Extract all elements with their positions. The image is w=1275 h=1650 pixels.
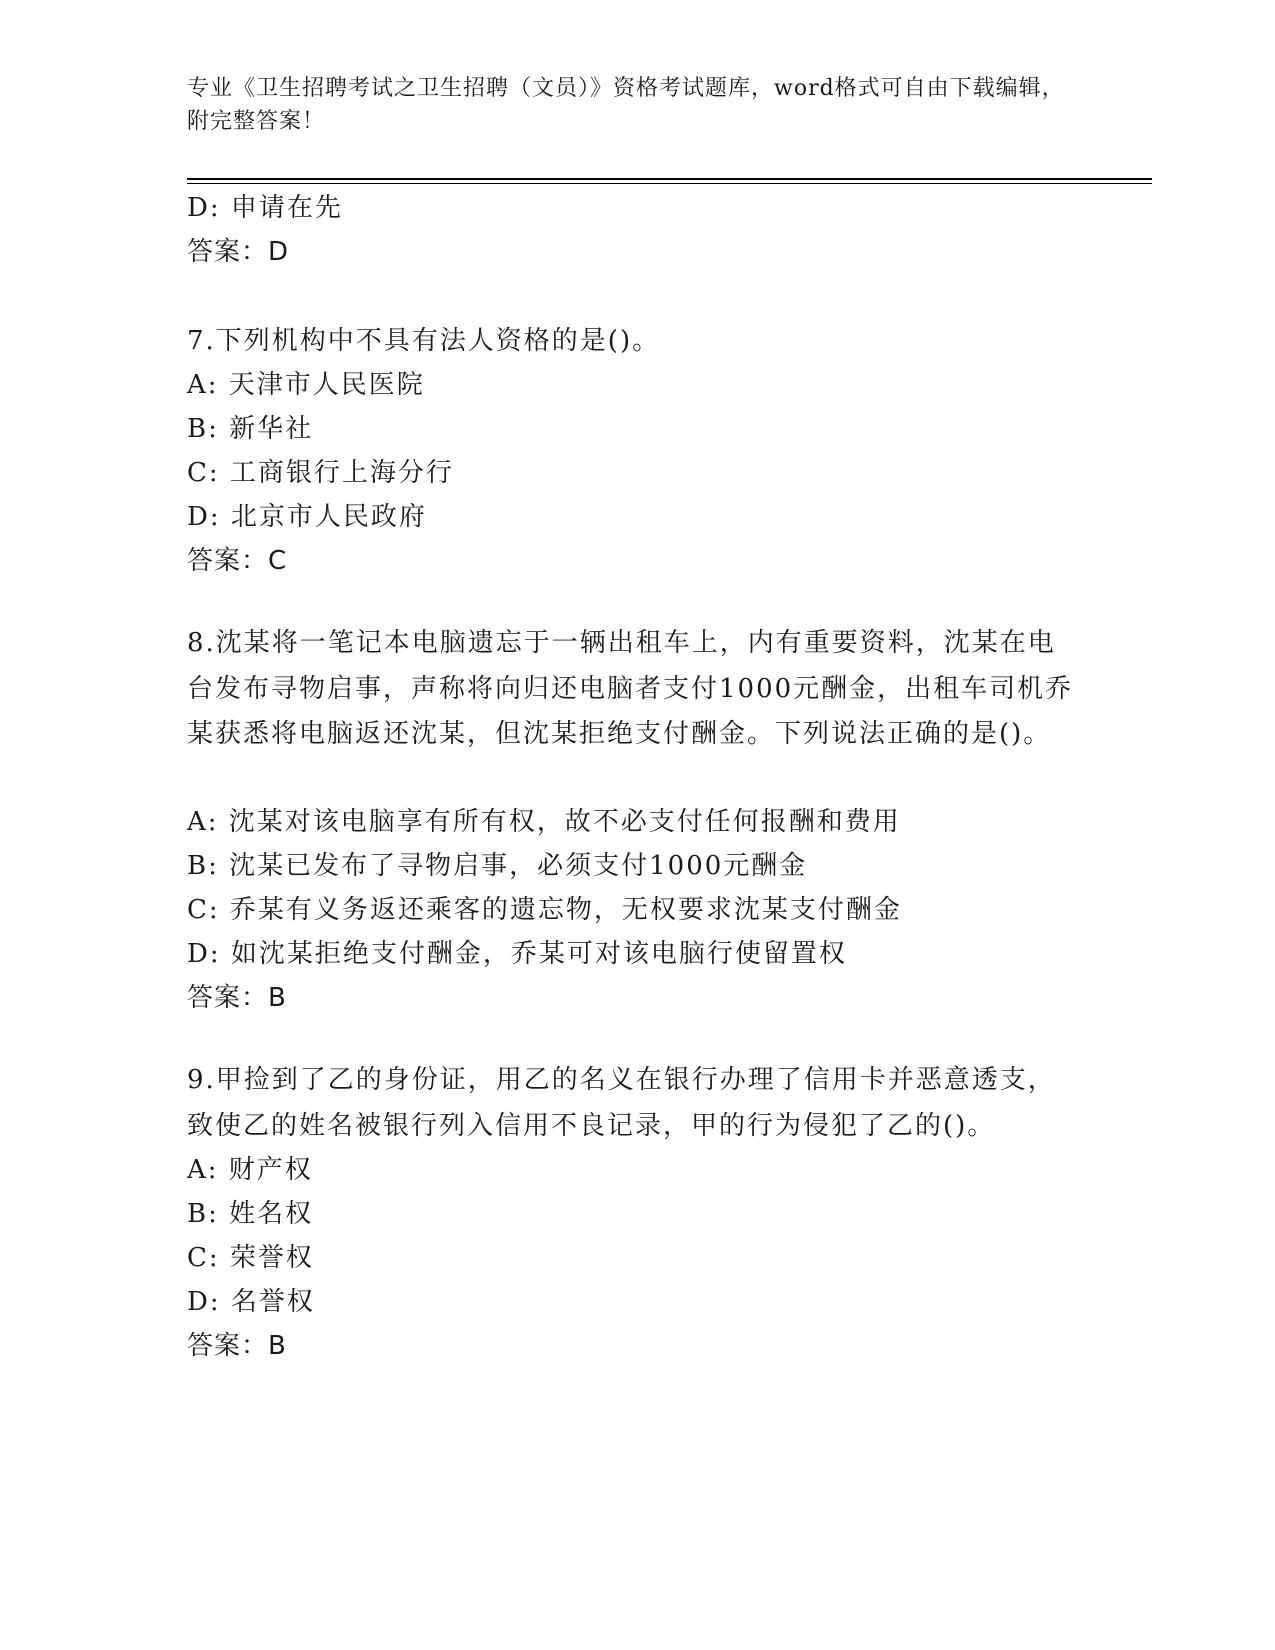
question-9-answer: 答案：B — [187, 1331, 287, 1361]
question-7-option-d: D: 北京市人民政府 — [187, 502, 427, 532]
header-divider-thin — [187, 183, 1152, 184]
question-8-stem: 8.沈某将一笔记本电脑遗忘于一辆出租车上，内有重要资料，沈某在电台发布寻物启事，声称将向归还电脑者支付1000元酬金，出租车司机乔某获悉将电脑返还沈某，但沈某拒绝支付酬金。下列说法正确的是()。 — [187, 628, 1074, 749]
question-9-option-b: B: 姓名权 — [187, 1199, 314, 1229]
header-divider — [187, 178, 1152, 180]
question-8-option-c: C: 乔某有义务返还乘客的遗忘物，无权要求沈某支付酬金 — [187, 895, 902, 925]
question-9-option-a: A: 财产权 — [187, 1155, 313, 1185]
question-7-answer: 答案：C — [187, 546, 288, 576]
question-8-option-a: A: 沈某对该电脑享有所有权，故不必支付任何报酬和费用 — [187, 807, 901, 837]
question-9-option-d: D: 名誉权 — [187, 1287, 315, 1317]
question-7-option-a: A: 天津市人民医院 — [187, 370, 425, 400]
question-8-option-d: D: 如沈某拒绝支付酬金，乔某可对该电脑行使留置权 — [187, 939, 847, 969]
question-9-stem: 9.甲捡到了乙的身份证，用乙的名义在银行办理了信用卡并恶意透支，致使乙的姓名被银行列入信用不良记录，甲的行为侵犯了乙的()。 — [187, 1065, 1056, 1141]
prev-option-d: D: 申请在先 — [187, 193, 343, 223]
question-7-stem: 7.下列机构中不具有法人资格的是()。 — [187, 326, 661, 356]
question-8-option-b: B: 沈某已发布了寻物启事，必须支付1000元酬金 — [187, 851, 808, 881]
question-9-option-c: C: 荣誉权 — [187, 1243, 314, 1273]
prev-answer: 答案：D — [187, 237, 290, 267]
question-7-option-b: B: 新华社 — [187, 414, 314, 444]
question-8-answer: 答案：B — [187, 983, 287, 1013]
document-header: 专业《卫生招聘考试之卫生招聘（文员）》资格考试题库，word格式可自由下载编辑，附完整答案！ — [187, 76, 1065, 134]
question-7-option-c: C: 工商银行上海分行 — [187, 458, 454, 488]
